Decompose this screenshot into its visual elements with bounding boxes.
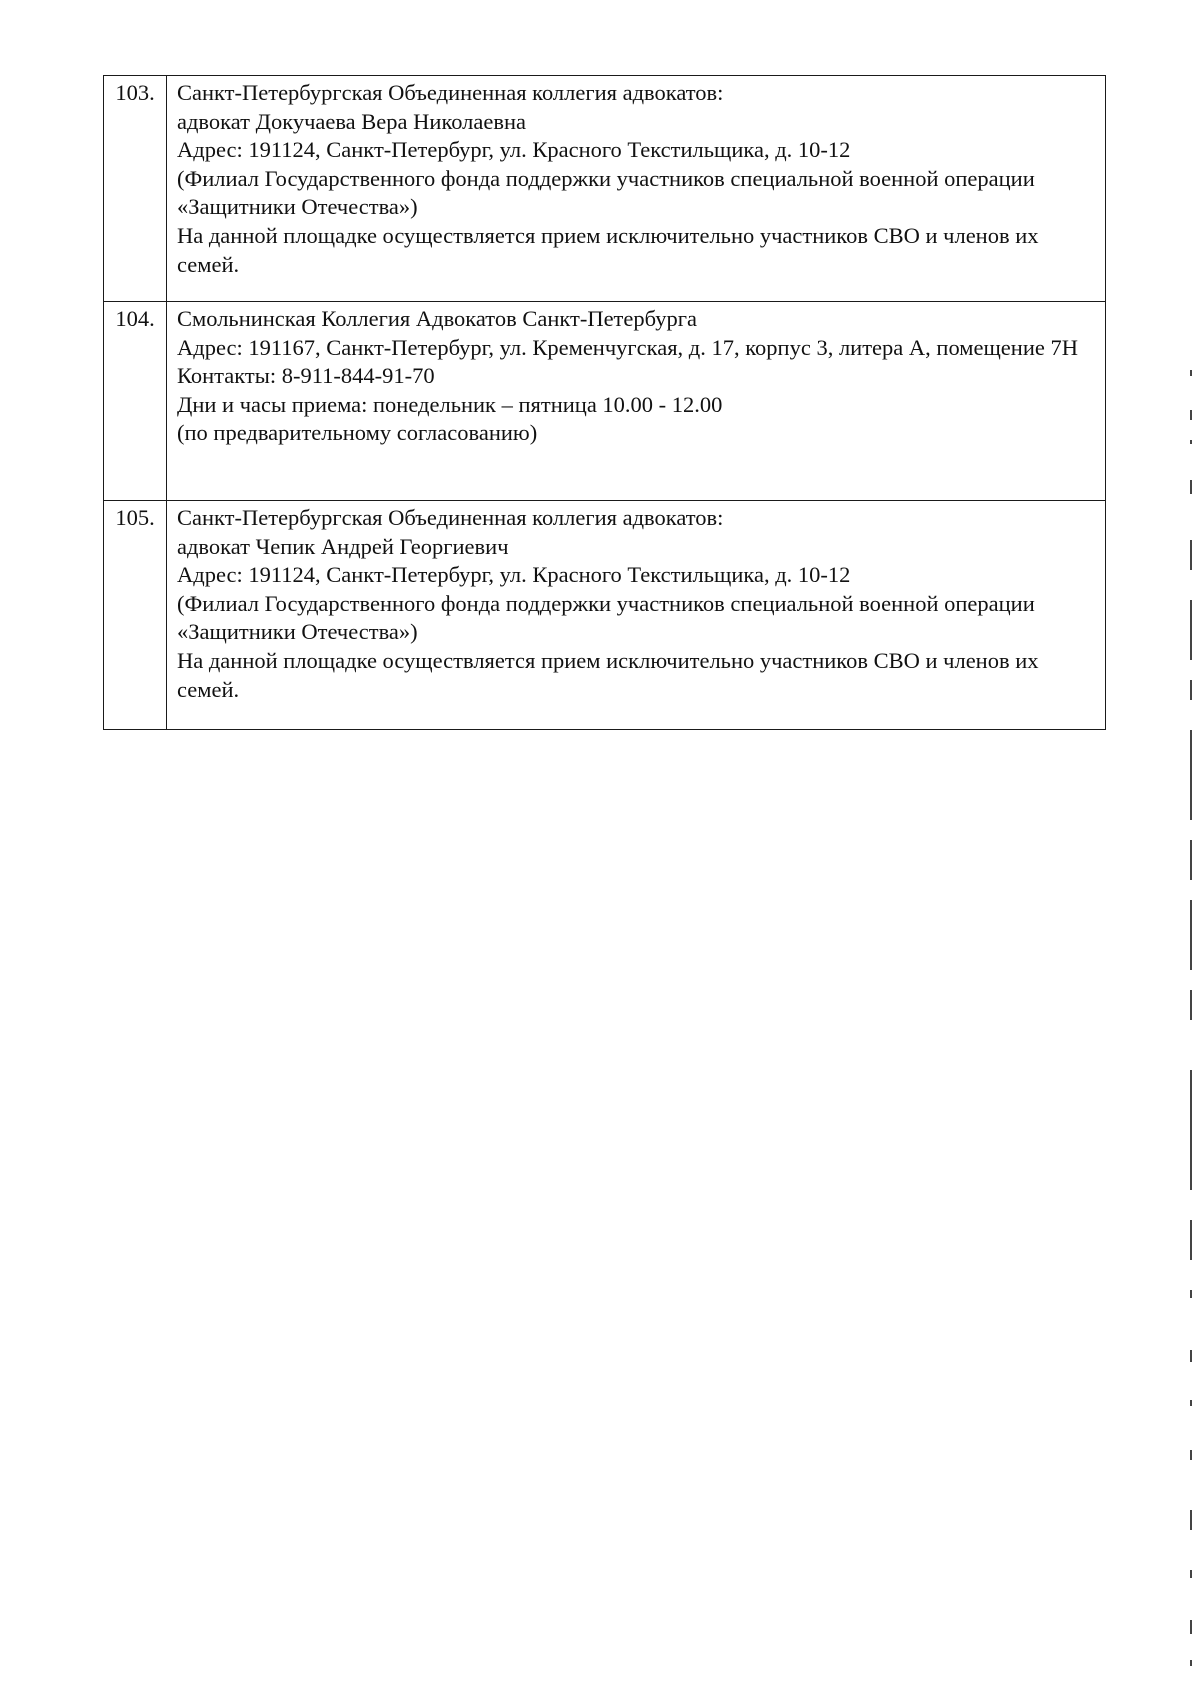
entry-organization: Санкт-Петербургская Объединенная коллегия адвокатов:: [177, 80, 724, 105]
entry-number: 103.: [104, 76, 167, 302]
entry-number: 105.: [104, 501, 167, 730]
entry-branch-note: (Филиал Государственного фонда поддержки участников специальной военной операции «Защитники Отечества»): [177, 165, 1035, 220]
entry-organization: Смольнинская Коллегия Адвокатов Санкт-Петербурга: [177, 306, 697, 331]
entry-details: [167, 501, 1106, 730]
entry-branch-note: (Филиал Государственного фонда поддержки участников специальной военной операции «Защитники Отечества»): [177, 590, 1035, 645]
entry-lawyer: адвокат Чепик Андрей Георгиевич: [177, 533, 509, 559]
entry-address: Адрес: 191124, Санкт-Петербург, ул. Красного Текстильщика, д. 10-12: [177, 562, 851, 588]
entry-number: 104.: [104, 302, 167, 501]
entry-lawyer: адвокат Докучаева Вера Николаевна: [177, 108, 527, 134]
entry-details: [167, 76, 1106, 302]
entry-address: Адрес: 191124, Санкт-Петербург, ул. Красного Текстильщика, д. 10-12: [177, 137, 851, 163]
entry-reception-hours: Дни и часы приема: понедельник – пятница 10.00 - 12.00: [177, 391, 723, 417]
entry-details: [167, 302, 1106, 501]
entry-appointment-note: (по предварительному согласованию): [177, 420, 538, 446]
entry-restriction-note: На данной площадке осуществляется прием исключительно участников СВО и членов их семей.: [177, 222, 1039, 277]
entry-contacts: Контакты: 8-911-844-91-70: [177, 363, 435, 389]
table-row: [104, 501, 1106, 730]
entry-restriction-note: На данной площадке осуществляется прием исключительно участников СВО и членов их семей.: [177, 647, 1039, 702]
table-row: [104, 302, 1106, 501]
scan-edge-artifact: [1190, 370, 1194, 1690]
entry-address: Адрес: 191167, Санкт-Петербург, ул. Кременчугская, д. 17, корпус 3, литера А, помещение 7Н: [177, 334, 1078, 360]
entry-organization: Санкт-Петербургская Объединенная коллегия адвокатов:: [177, 505, 724, 530]
table-row: [104, 76, 1106, 302]
legal-aid-registry-table: [103, 75, 1106, 730]
